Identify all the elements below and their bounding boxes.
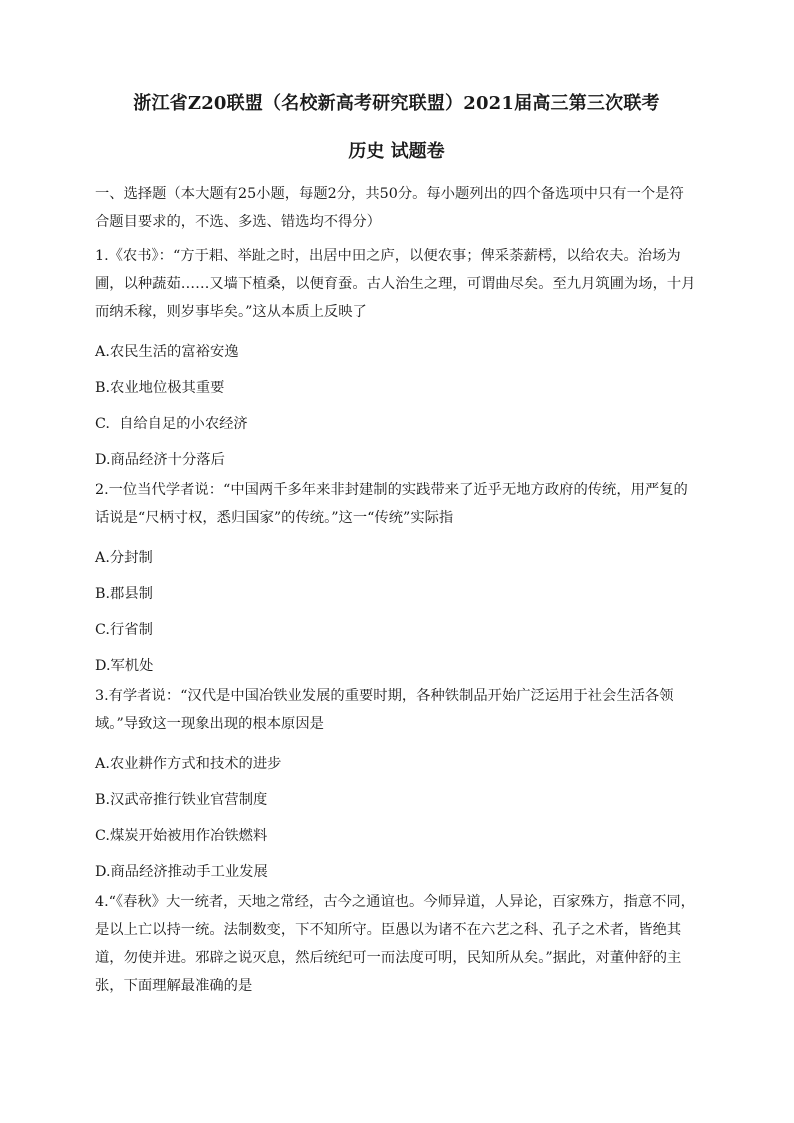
option-d: D.军机处 — [95, 658, 154, 674]
question-text: 3.有学者说：“汉代是中国冶铁业发展的重要时期，各种铁制品开始广泛运用于社会生活各领域。”导致这一现象出现的根本原因是 — [95, 688, 674, 732]
section-instructions: 一、选择题（本大题有25小题，每题2分，共50分。每小题列出的四个备选项中只有一个是符合题目要求的，不选、多选、错选均不得分） — [95, 186, 684, 230]
question-text: 1.《农书》：“方于耜、举趾之时，出居中田之庐，以便农事；俾采荼薪樗，以给农夫。治场为圃，以种蔬茹……又墙下植桑，以便育蚕。古人治生之理，可谓曲尽矣。至九月筑圃为场，十月而纳禾稼，则岁事毕矣。”这从本质上反映了 — [95, 248, 696, 320]
option-b: B.农业地位极其重要 — [95, 380, 225, 396]
question-2 — [95, 476, 698, 676]
option-d: D.商品经济推动手工业发展 — [95, 864, 268, 880]
exam-subtitle: 历史 试题卷 — [348, 141, 445, 162]
question-text: 2.一位当代学者说：“中国两千多年来非封建制的实践带来了近乎无地方政府的传统，用严复的话说是“尺柄寸权，悉归国家”的传统。”这一“传统”实际指 — [95, 482, 688, 526]
option-a: A.农业耕作方式和技术的进步 — [95, 756, 282, 772]
question-3 — [95, 682, 698, 882]
option-d: D.商品经济十分落后 — [95, 452, 225, 468]
option-c: C. 自给自足的小农经济 — [95, 416, 248, 432]
option-b: B.郡县制 — [95, 586, 153, 602]
exam-page — [95, 88, 698, 1000]
option-c: C.煤炭开始被用作冶铁燃料 — [95, 828, 268, 844]
option-a: A.农民生活的富裕安逸 — [95, 344, 239, 360]
exam-title: 浙江省Z20联盟（名校新高考研究联盟）2021届高三第三次联考 — [133, 93, 660, 114]
option-b: B.汉武帝推行铁业官营制度 — [95, 792, 268, 808]
option-a: A.分封制 — [95, 550, 153, 566]
question-1 — [95, 242, 698, 470]
option-c: C.行省制 — [95, 622, 153, 638]
question-text: 4.“《春秋》大一统者，天地之常经，古今之通谊也。今师异道，人异论，百家殊方，指意不同，是以上亡以持一统。法制数变，下不知所守。臣愚以为诸不在六艺之科、孔子之术者，皆绝其道，勿使并进。邪辟之说灭息，然后统纪可一而法度可明，民知所从矣。”据此，对董仲舒的主张，下面理解最准确的是 — [95, 894, 695, 994]
question-4 — [95, 888, 698, 1000]
